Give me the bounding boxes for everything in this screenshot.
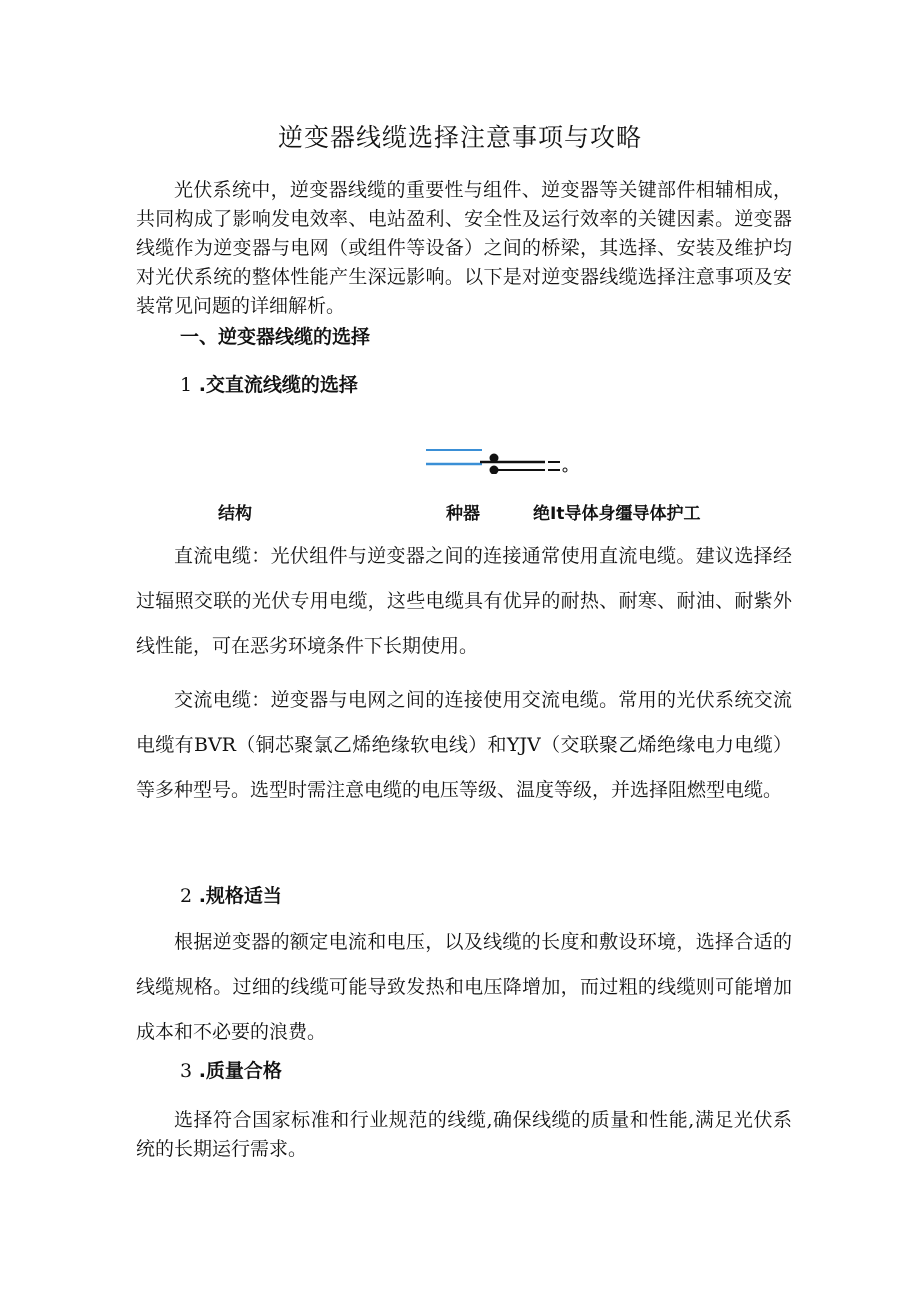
figure-label-layers: 绝It导体身缰导体护工 xyxy=(533,504,701,524)
document-title: 逆变器线缆选择注意事项与攻略 xyxy=(277,123,642,152)
quality-paragraph: 选择符合国家标准和行业规范的线缆,确保线缆的质量和性能,满足光伏系统的长期运行需求。 xyxy=(136,1109,792,1160)
section-heading-1: 一、逆变器线缆的选择 xyxy=(180,326,371,348)
subheading-1 xyxy=(180,370,358,397)
subheading-2-title: .规格适当 xyxy=(198,885,282,907)
cable-conductor-dot-upper xyxy=(490,454,499,463)
subheading-3-title: .质量合格 xyxy=(198,1060,282,1082)
subheading-2-number: 2 xyxy=(180,885,193,907)
ac-cable-paragraph: 交流电缆：逆变器与电网之间的连接使用交流电缆。常用的光伏系统交流电缆有BVR（铜芯聚氯乙烯绝缘软电线）和YJV（交联聚乙烯绝缘电力电缆）等多种型号。选型时需注意电缆的电压等级、温度等级，并选择阻燃型电缆。 xyxy=(136,689,792,801)
subheading-1-number: 1 xyxy=(180,374,193,396)
cable-structure-figure xyxy=(420,440,590,474)
figure-label-type: 种器 xyxy=(446,504,480,524)
subheading-1-title: .交直流线缆的选择 xyxy=(198,374,358,396)
subheading-3 xyxy=(180,1056,282,1083)
subheading-2 xyxy=(180,881,282,908)
spec-paragraph: 根据逆变器的额定电流和电压，以及线缆的长度和敷设环境，选择合适的线缆规格。过细的线缆可能导致发热和电压降增加，而过粗的线缆则可能增加成本和不必要的浪费。 xyxy=(136,931,792,1043)
cable-conductor-dot-lower xyxy=(490,466,499,475)
dc-cable-paragraph: 直流电缆：光伏组件与逆变器之间的连接通常使用直流电缆。建议选择经过辐照交联的光伏专用电缆，这些电缆具有优异的耐热、耐寒、耐油、耐紫外线性能，可在恶劣环境条件下长期使用。 xyxy=(136,545,792,657)
cable-end-dot xyxy=(563,468,567,472)
figure-label-structure: 结构 xyxy=(218,504,252,524)
subheading-3-number: 3 xyxy=(180,1060,193,1082)
intro-paragraph: 光伏系统中，逆变器线缆的重要性与组件、逆变器等关键部件相辅相成，共同构成了影响发电效率、电站盈利、安全性及运行效率的关键因素。逆变器线缆作为逆变器与电网（或组件等设备）之间的桥梁，其选择、安装及维护均对光伏系统的整体性能产生深远影响。以下是对逆变器线缆选择注意事项及安装常见问题的详细解析。 xyxy=(136,179,792,317)
